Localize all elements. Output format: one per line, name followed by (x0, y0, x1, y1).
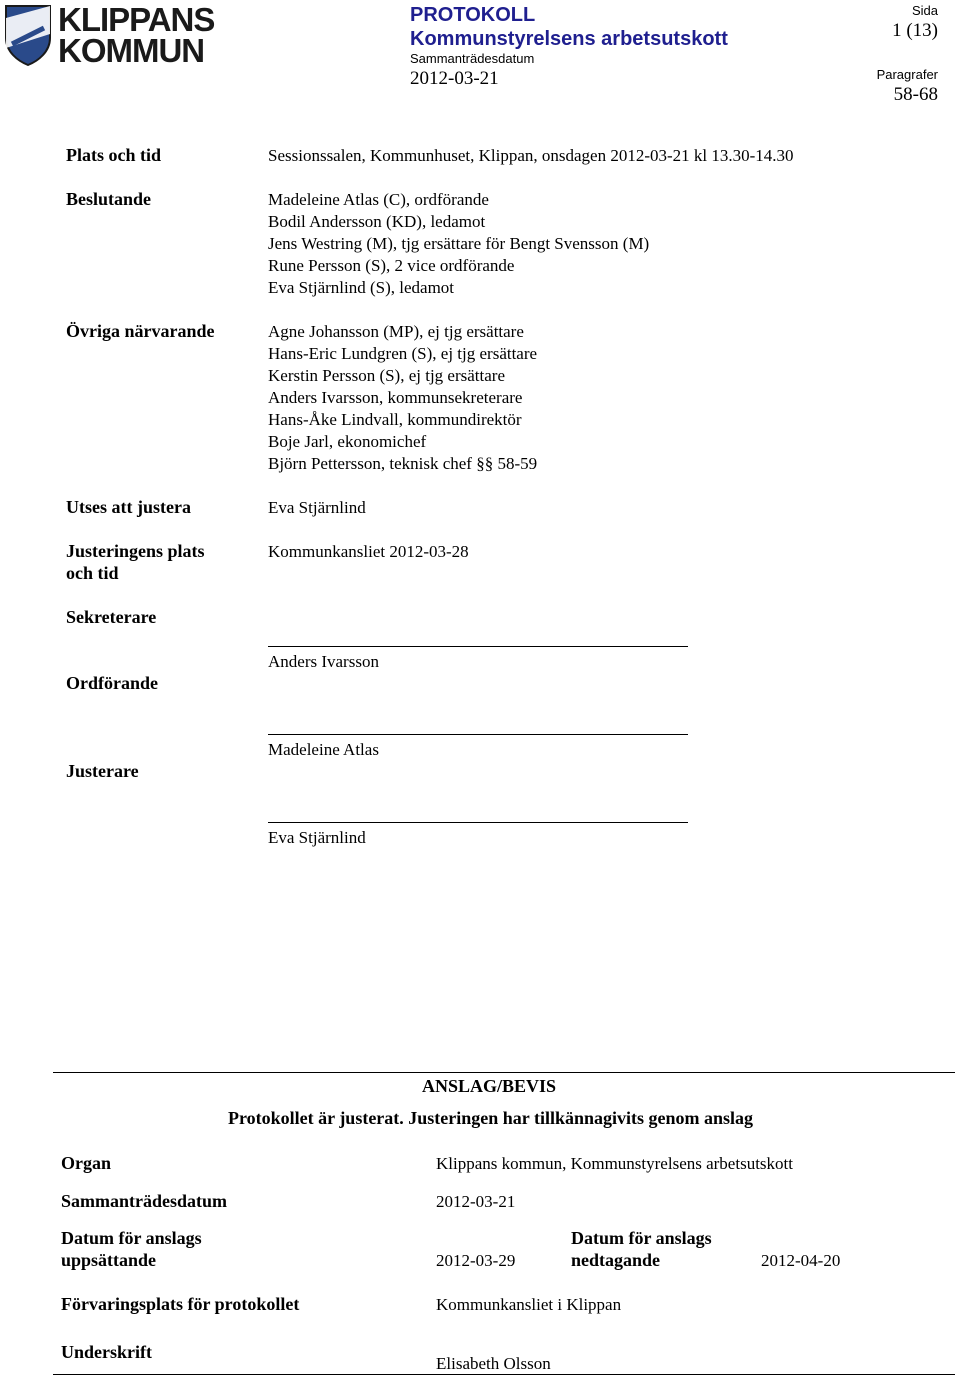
list-item: Rune Persson (S), 2 vice ordförande (268, 256, 515, 275)
municipality-logo (4, 1, 219, 70)
anslag-datum-value: 2012-03-21 (436, 1192, 516, 1211)
list-item: Madeleine Atlas (C), ordförande (268, 190, 489, 209)
paragraphs-value: 58-68 (893, 84, 938, 105)
signature-line-justerare (268, 822, 688, 823)
organ-value: Klippans kommun, Kommunstyrelsens arbetsutskott (436, 1154, 793, 1173)
sign-sekreterare: Anders Ivarsson (268, 652, 379, 671)
plats-value: Sessionssalen, Kommunhuset, Klippan, onsdagen 2012-03-21 kl 13.30-14.30 (268, 146, 794, 165)
date-label: Sammanträdesdatum (410, 51, 535, 66)
organ-label: Organ (61, 1153, 112, 1173)
date-value: 2012-03-21 (410, 68, 499, 89)
utses-label: Utses att justera (66, 497, 191, 517)
list-item: Hans-Åke Lindvall, kommundirektör (268, 410, 522, 429)
beslutande-list (268, 189, 649, 299)
plats-label: Plats och tid (66, 145, 162, 165)
signature-line-sekreterare (268, 646, 688, 647)
list-item: Hans-Eric Lundgren (S), ej tjg ersättare (268, 344, 538, 363)
underskrift-label: Underskrift (61, 1342, 152, 1362)
doc-type-title: PROTOKOLL (410, 4, 536, 26)
signature-line-ordforande (268, 734, 688, 735)
logo-line-1: KLIPPANS (58, 1, 215, 38)
list-item: Boje Jarl, ekonomichef (268, 432, 427, 451)
underskrift-value: Elisabeth Olsson (436, 1354, 551, 1373)
forvaring-label: Förvaringsplats för protokollet (61, 1294, 300, 1314)
sign-justerare: Eva Stjärnlind (268, 828, 366, 847)
anslag-subtitle: Protokollet är justerat. Justeringen har tillkännagivits genom anslag (228, 1108, 754, 1128)
ordforande-label: Ordförande (66, 673, 158, 693)
justeringens-label: Justeringens plats och tid (66, 541, 205, 583)
list-item: Bodil Andersson (KD), ledamot (268, 212, 486, 231)
page-value: 1 (13) (892, 20, 938, 41)
list-item: Agne Johansson (MP), ej tjg ersättare (268, 322, 524, 341)
justeringens-value: Kommunkansliet 2012-03-28 (268, 542, 469, 561)
ovriga-list (268, 321, 537, 475)
utses-value: Eva Stjärnlind (268, 498, 366, 517)
paragraphs-label: Paragrafer (876, 67, 938, 82)
nedtagande-value: 2012-04-20 (761, 1251, 841, 1270)
coat-of-arms-icon (4, 4, 52, 66)
justerare-label: Justerare (66, 761, 139, 781)
uppsattande-label: Datum för anslags uppsättande (61, 1228, 202, 1270)
anslag-bottom-rule (53, 1374, 955, 1375)
forvaring-value: Kommunkansliet i Klippan (436, 1295, 622, 1314)
list-item: Björn Pettersson, teknisk chef §§ 58-59 (268, 454, 538, 473)
page-label: Sida (911, 3, 938, 18)
uppsattande-value: 2012-03-29 (436, 1251, 516, 1270)
list-item: Eva Stjärnlind (S), ledamot (268, 278, 455, 297)
anslag-datum-label: Sammanträdesdatum (61, 1191, 228, 1211)
sign-ordforande: Madeleine Atlas (268, 740, 379, 759)
anslag-top-rule (53, 1072, 955, 1073)
sekreterare-label: Sekreterare (66, 607, 157, 627)
beslutande-label: Beslutande (66, 189, 152, 209)
list-item: Kerstin Persson (S), ej tjg ersättare (268, 366, 505, 385)
list-item: Anders Ivarsson, kommunsekreterare (268, 388, 523, 407)
body-name-title: Kommunstyrelsens arbetsutskott (410, 28, 728, 50)
list-item: Jens Westring (M), tjg ersättare för Bengt Svensson (M) (268, 234, 650, 253)
nedtagande-label: Datum för anslags nedtagande (571, 1228, 712, 1270)
anslag-title: ANSLAG/BEVIS (421, 1076, 557, 1096)
ovriga-label: Övriga närvarande (66, 321, 215, 341)
logo-line-2: KOMMUN (58, 32, 205, 69)
